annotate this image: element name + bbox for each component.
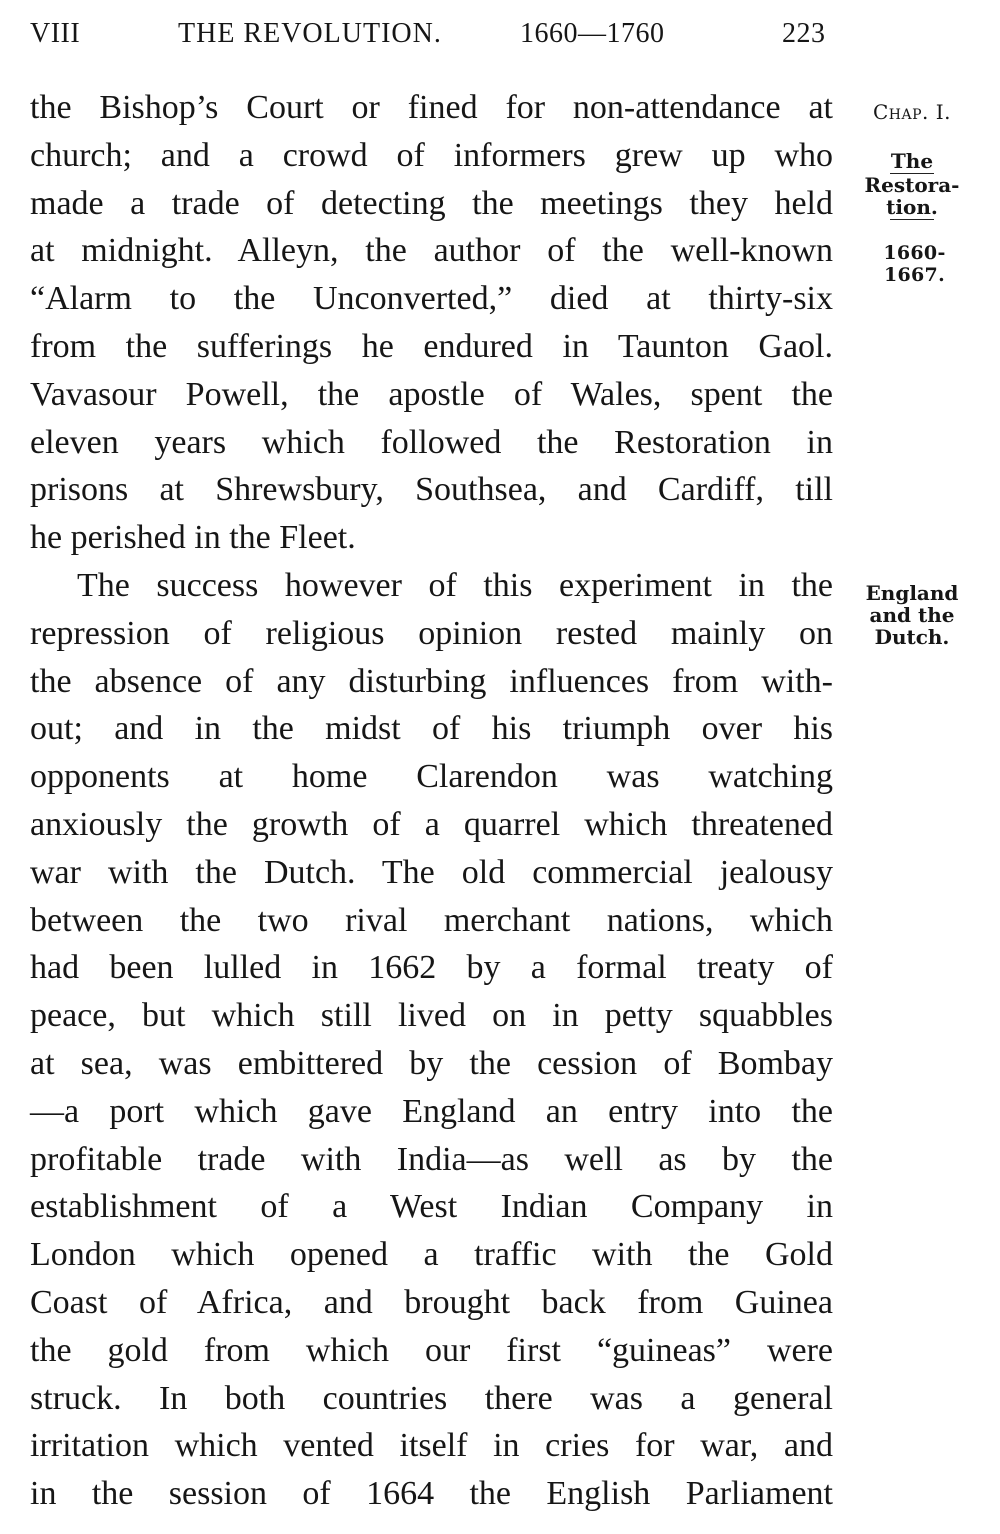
text-line: repression of religious opinion rested mainly on <box>30 614 833 652</box>
text-line: profitable trade with India—as well as by the <box>30 1140 833 1178</box>
page-number: 223 <box>782 18 826 49</box>
text-line: peace, but which still lived on in petty squabbles <box>30 997 833 1035</box>
text-line: had been lulled in 1662 by a formal treaty of <box>30 949 833 987</box>
text-line: the absence of any disturbing influences from with- <box>30 662 833 700</box>
text-line: at midnight. Alleyn, the author of the well-known <box>30 232 833 270</box>
paragraph-end-line: he perished in the Fleet. <box>30 519 356 557</box>
text-line: “Alarm to the Unconverted,” died at thirty-six <box>30 280 833 318</box>
text-line: Vavasour Powell, the apostle of Wales, spent the <box>30 375 833 413</box>
margin-note-line: England <box>865 581 959 605</box>
margin-note-restoration <box>857 150 967 220</box>
running-title: THE REVOLUTION. <box>178 18 442 49</box>
text-line: made a trade of detecting the meetings they held <box>30 184 833 222</box>
running-dates: 1660—1760 <box>520 18 665 49</box>
text-line: in the session of 1664 the English Parliament <box>30 1475 833 1513</box>
text-line: irritation which vented itself in cries for war, and <box>30 1427 833 1465</box>
text-line: the gold from which our first “guineas” were <box>30 1331 833 1369</box>
paragraph-start-line: The success however of this experiment in the <box>77 566 833 604</box>
margin-note-england-dutch <box>857 582 967 648</box>
text-line: opponents at home Clarendon was watching <box>30 758 833 796</box>
margin-rule <box>890 219 934 220</box>
text-line: London which opened a traffic with the Gold <box>30 1236 833 1274</box>
text-line: out; and in the midst of his triumph over his <box>30 710 833 748</box>
text-line: from the sufferings he endured in Taunton Gaol. <box>30 327 833 365</box>
running-header <box>30 18 835 54</box>
margin-note-line: Restora- <box>864 173 960 197</box>
text-line: —a port which gave England an entry into the <box>30 1092 833 1130</box>
text-line: prisons at Shrewsbury, Southsea, and Cardiff, till <box>30 471 833 509</box>
text-line: anxiously the growth of a quarrel which threatened <box>30 805 833 843</box>
text-line: the Bishop’s Court or fined for non-attendance at <box>30 89 833 126</box>
margin-note-chapter: Chap. I. <box>872 100 951 124</box>
text-line: struck. In both countries there was a general <box>30 1379 833 1417</box>
body-text <box>30 84 833 1518</box>
margin-note-line: Dutch. <box>874 625 950 649</box>
margin-note-line: and the <box>869 603 955 627</box>
text-line: at sea, was embittered by the cession of Bombay <box>30 1044 833 1082</box>
text-line: establishment of a West Indian Company in <box>30 1188 833 1226</box>
margin-note-years: 1660-1667. <box>883 242 946 286</box>
text-line: war with the Dutch. The old commercial jealousy <box>30 853 833 891</box>
section-number: VIII <box>30 18 81 49</box>
margin-note-line: tion. <box>886 195 938 219</box>
text-line: Coast of Africa, and brought back from Guinea <box>30 1283 833 1321</box>
text-line: eleven years which followed the Restoration in <box>30 423 833 461</box>
text-line: church; and a crowd of informers grew up who <box>30 136 833 174</box>
margin-note-line: The <box>890 149 934 173</box>
text-line: between the two rival merchant nations, which <box>30 901 833 939</box>
